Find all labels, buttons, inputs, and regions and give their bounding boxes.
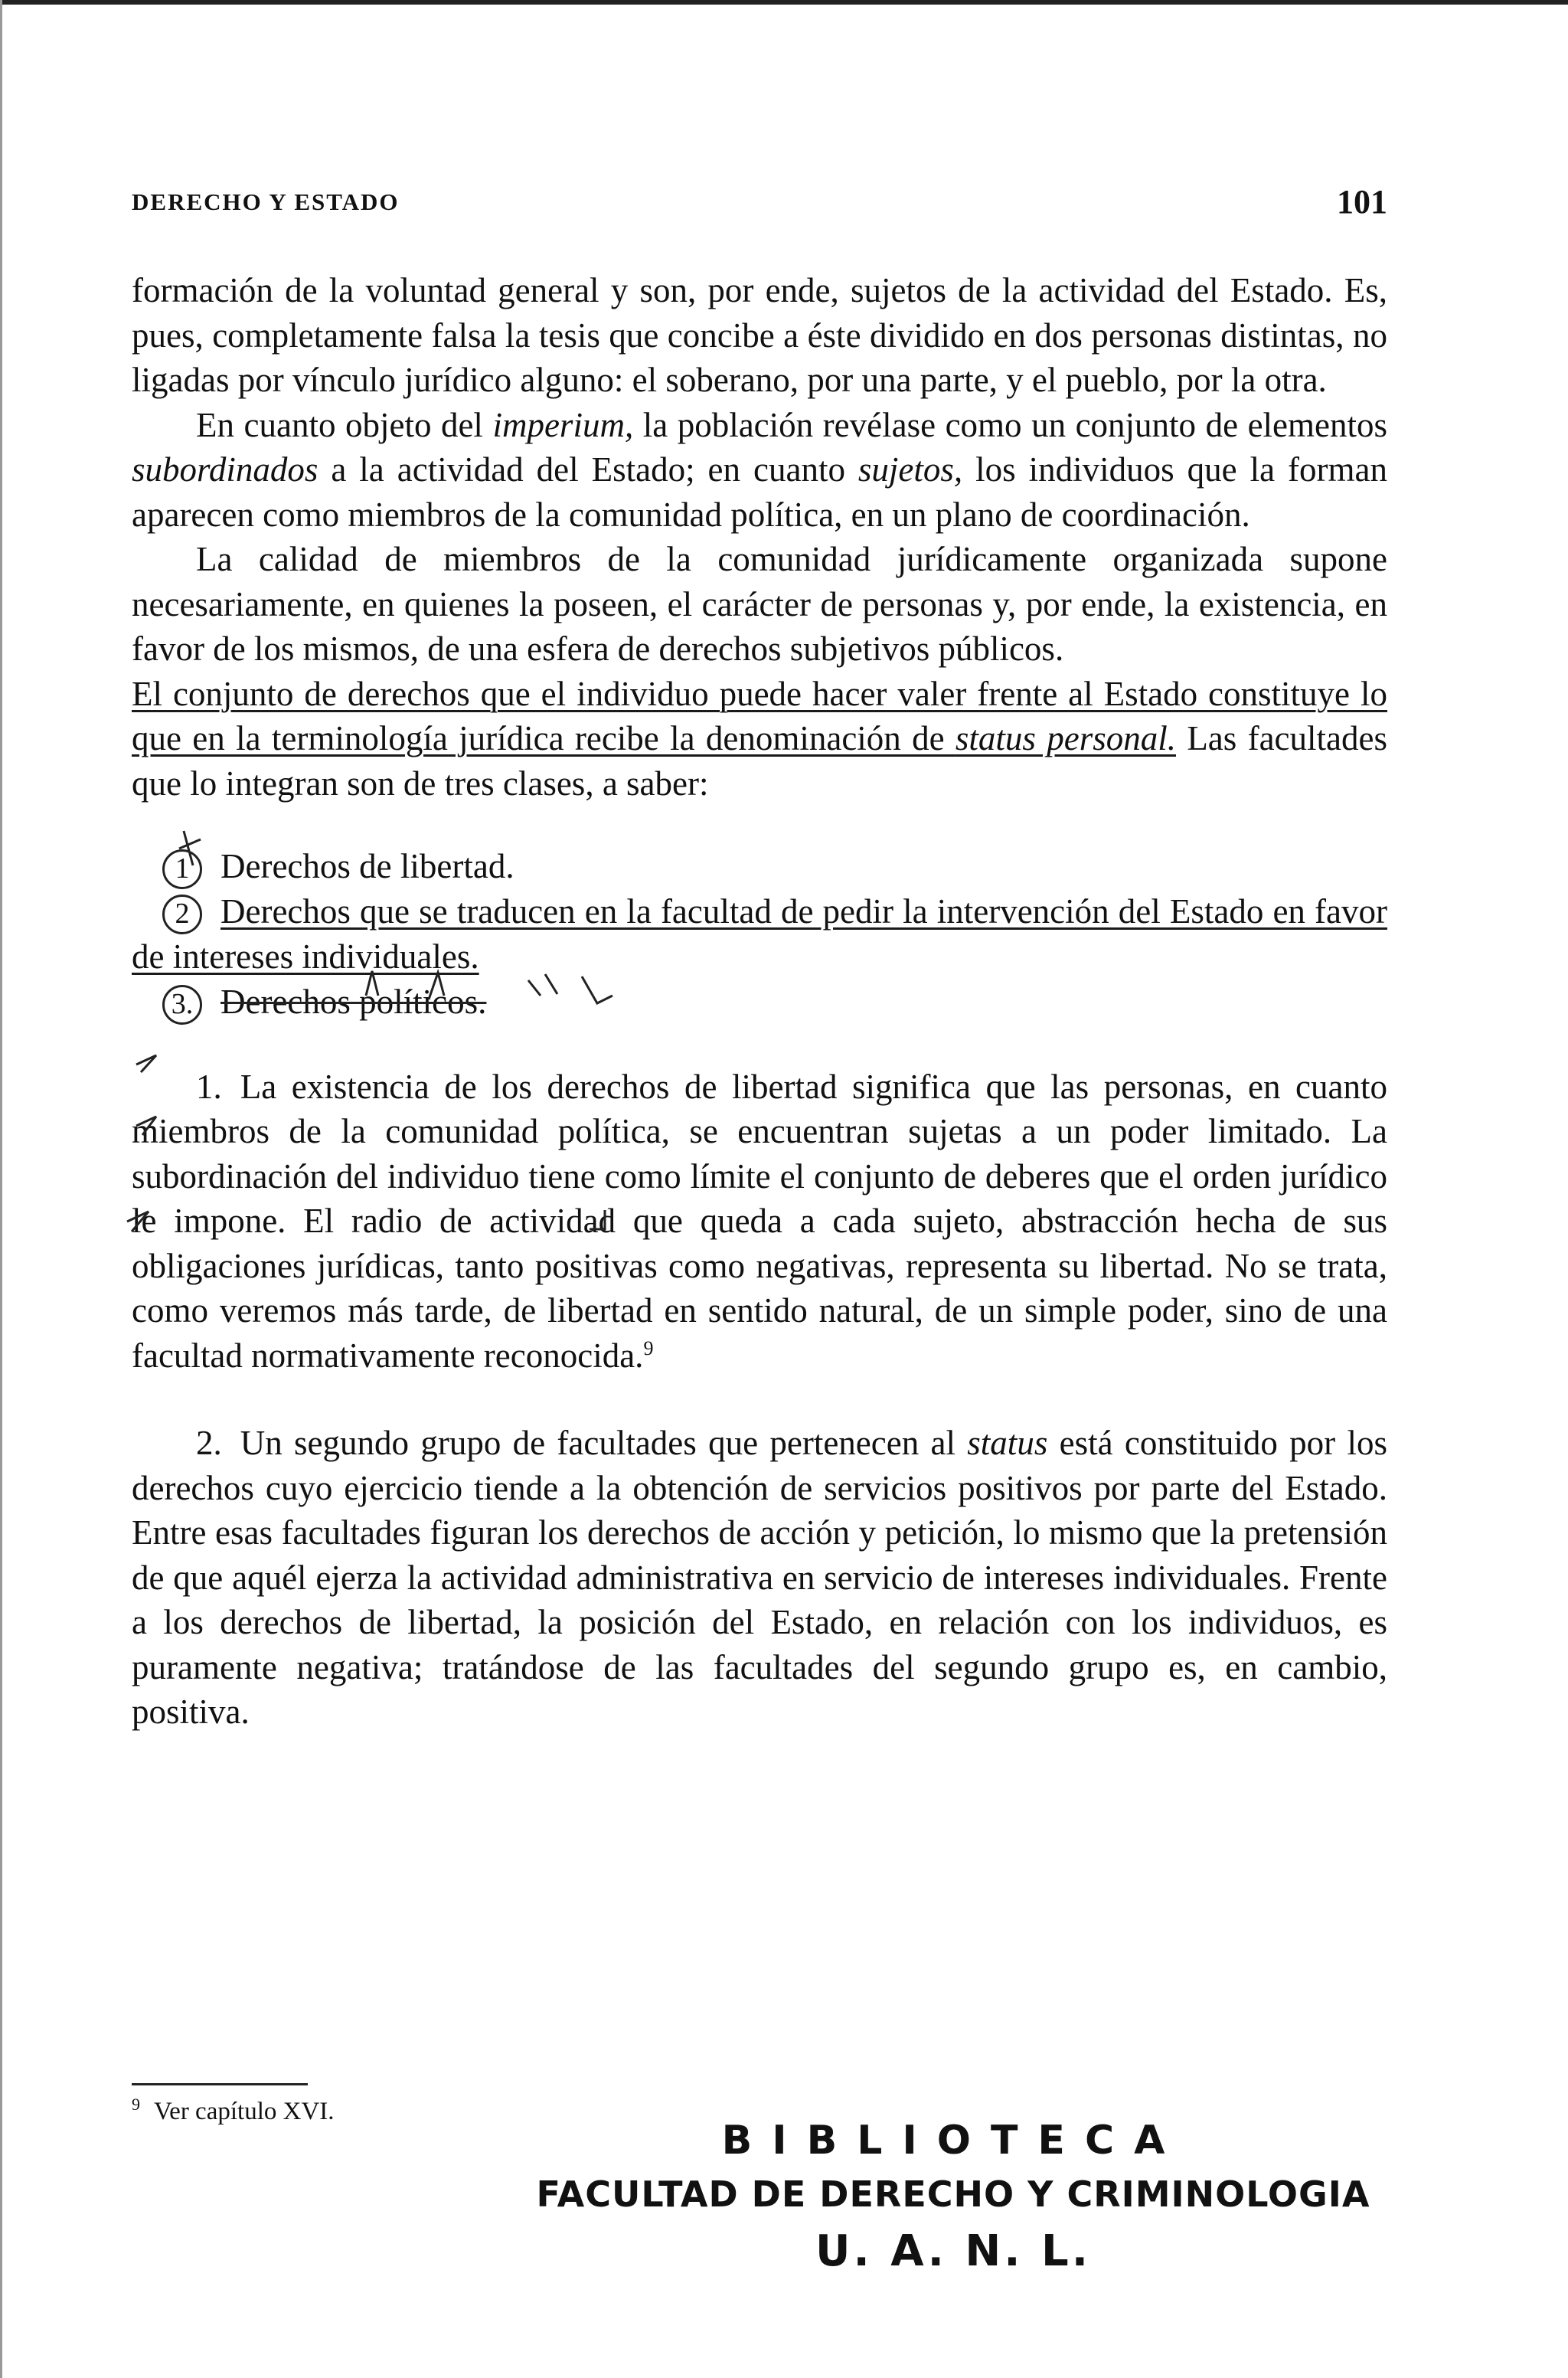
stamp-line-1: BIBLIOTECA [721,2118,1185,2164]
list-number-circled: 2 [162,895,202,934]
section-2-text-a: Un segundo grupo de facultades que pertenecen al [240,1424,968,1462]
p4-text-c: Las facultades que lo integran son de tres clases, a saber: [132,719,1387,803]
p2-italic-sujetos: sujetos, [858,450,963,489]
list-item-text: Derechos de libertad. [220,847,514,885]
running-head [132,182,1387,228]
stamp-line-3: U. A. N. L. [815,2226,1091,2276]
library-stamp [536,2114,1370,2282]
paragraph-3 [132,537,1387,672]
paragraph-1 [132,268,1387,403]
page-number: 101 [1337,183,1387,221]
list-item-text: Derechos políticos. [220,982,487,1021]
paragraph-1-text: formación de la voluntad general y son, por ende, sujetos de la actividad del Estado. Es, pues, completamente falsa la tesis que concibe a éste dividido en dos personas distintas, no ligadas por vínculo jurídico alguno: el soberano, por una parte, y el pueblo, por la otra. [132,271,1387,399]
p2-text-c: la población revélase como un conjunto de elementos [633,405,1388,444]
list-item [132,844,1387,889]
paragraph-4 [132,672,1387,806]
list-number-circled: 3. [162,985,202,1025]
list-item [132,980,1387,1025]
body-text [132,268,1387,1735]
list-number-circled: 1 [162,849,202,889]
page-left-edge [0,0,2,2378]
section-2-italic-status: status [967,1424,1048,1462]
paragraph-2 [132,403,1387,538]
p4-italic-status-personal: status personal. [955,719,1176,757]
page-top-edge [0,0,1568,5]
stamp-line-2: FACULTAD DE DERECHO Y CRIMINOLOGIA [536,2174,1370,2215]
section-1-text: La existencia de los derechos de libertad significa que las personas, en cuanto miembros de la comunidad política, se encuentran sujetas a un poder limitado. La subordinación del individuo tiene como límite el conjunto de deberes que el orden jurídico le impone. El radio de actividad que queda a cada sujeto, abstracción hecha de sus obligaciones jurídicas, tanto positivas como negativas, representa su libertad. No se trata, como veremos más tarde, de libertad en sentido natural, de un simple poder, sino de una facultad normativamente reconocida. [132,1067,1387,1375]
footnote-rule [132,2083,308,2085]
section-2-number: 2. [196,1424,222,1462]
footnote-mark: 9 [132,2095,140,2114]
list-item-text: Derechos que se traducen en la facultad de pedir la intervención del Estado en favor de intereses individuales. [132,892,1387,976]
p2-italic-subordinados: subordinados [132,450,318,489]
p2-italic-imperium: imperium, [492,405,634,444]
section-1-number: 1. [196,1067,222,1106]
p2-text-g: los individuos que la forman aparecen como miembros de la comunidad política, en un plano de coordinación. [132,450,1387,534]
running-head-title: DERECHO Y ESTADO [132,188,400,215]
section-2-text-c: está constituido por los derechos cuyo ejercicio tiende a la obtención de servicios positivos por parte del Estado. Entre esas facultades figuran los derechos de acción y petición, lo mismo que la pretensión de que aquél ejerza la actividad administrativa en servicio de intereses individuales. Frente a los derechos de libertad, la posición del Estado, en relación con los individuos, es puramente negativa; tratándose de las facultades del segundo grupo es, en cambio, positiva. [132,1424,1387,1731]
p4-underlined-text: El conjunto de derechos que el individuo puede hacer valer frente al Estado constituye lo que en la terminología jurídica recibe la denominación de [132,674,1387,757]
footnote-reference: 9 [643,1336,654,1359]
section-1 [132,1065,1387,1379]
p2-text-e: a la actividad del Estado; en cuanto [318,450,858,489]
footnote-text: Ver capítulo XVI. [154,2098,335,2125]
section-2 [132,1421,1387,1735]
p2-text-a: En cuanto objeto del [196,405,493,444]
rights-list [132,844,1387,1025]
list-item [132,889,1387,980]
paragraph-3-text: La calidad de miembros de la comunidad jurídicamente organizada supone necesariamente, en quienes la poseen, el carácter de personas y, por ende, la existencia, en favor de los mismos, de una esfera de derechos subjetivos públicos. [132,540,1387,668]
